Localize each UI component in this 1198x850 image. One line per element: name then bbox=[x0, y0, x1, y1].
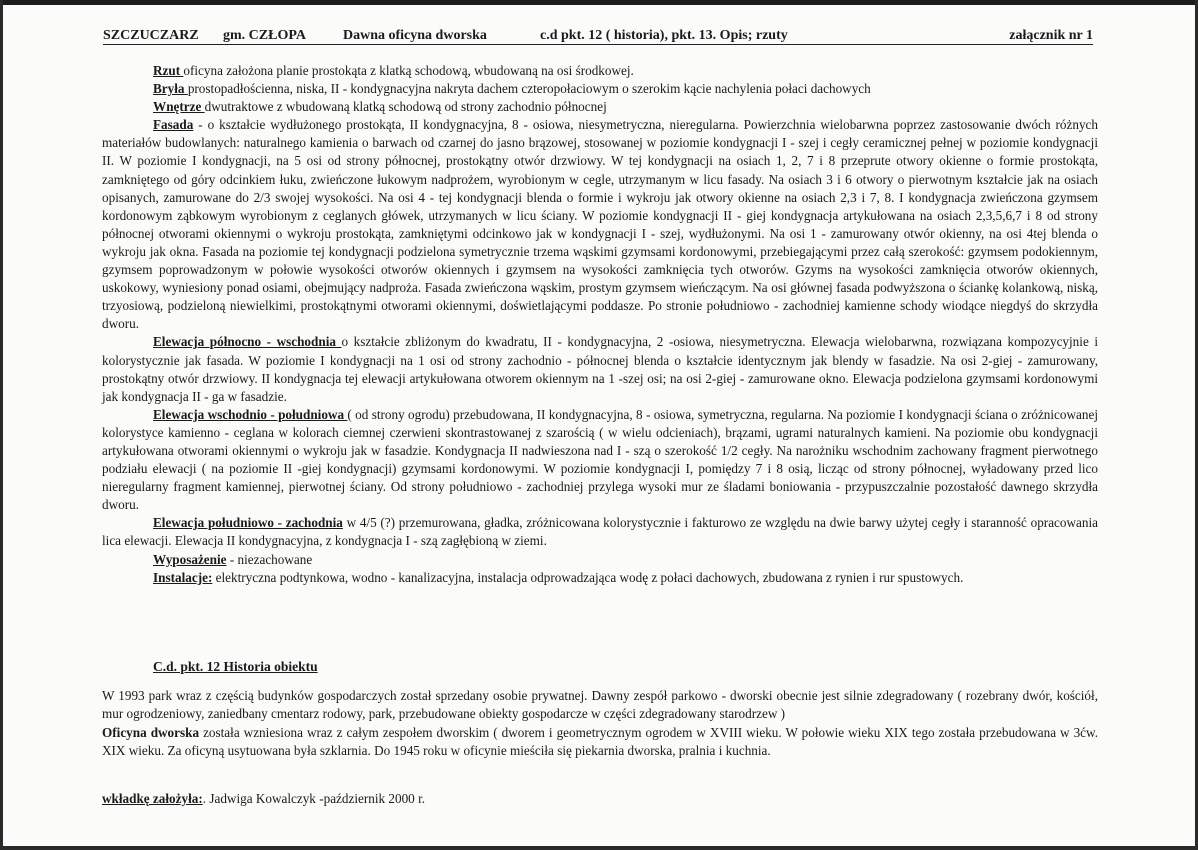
history-title: C.d. pkt. 12 Historia obiektu bbox=[153, 659, 318, 674]
scan-edge-top bbox=[0, 0, 1198, 5]
bryla-paragraph bbox=[102, 80, 1098, 98]
instalacje-paragraph bbox=[102, 569, 1098, 587]
wyposazenie-label: Wyposażenie bbox=[153, 551, 227, 567]
header-rule bbox=[103, 44, 1093, 45]
wnetrze-text: dwutraktowe z wbudowaną klatką schodową od strony zachodnio północnej bbox=[204, 99, 607, 115]
elewacja-pn-wsch-label: Elewacja północno - wschodnia bbox=[153, 334, 342, 350]
wyposazenie-text: - niezachowane bbox=[226, 551, 313, 567]
bryla-text: prostopadłościenna, niska, II - kondygnacyjna nakryta dachem czteropołaciowym o szerokim kącie nachylenia połaci dachowych bbox=[187, 81, 871, 97]
rzut-text: oficyna założona planie prostokąta z klatką schodową, wbudowaną na osi środkowej. bbox=[183, 63, 634, 78]
rzut-paragraph bbox=[102, 62, 1098, 80]
fasada-label: Fasada bbox=[153, 117, 194, 133]
document-footer bbox=[102, 791, 425, 807]
footer-label: wkładkę założyła: bbox=[102, 791, 203, 806]
rzut-label: Rzut bbox=[153, 63, 184, 78]
scan-edge-left bbox=[0, 0, 3, 850]
history-body bbox=[102, 687, 1098, 761]
elewacja-wsch-pd-paragraph bbox=[102, 406, 1098, 515]
elewacja-pd-zach-label: Elewacja południowo - zachodnia bbox=[153, 515, 343, 531]
scan-edge-bottom bbox=[0, 846, 1198, 850]
header-object: Dawna oficyna dworska bbox=[343, 28, 487, 43]
fasada-text: - o kształcie wydłużonego prostokąta, II kondygnacyjna, 8 - osiowa, niesymetryczna, nieregularna. Powierzchnia wielobarwna poprzez zastosowanie dwóch różnych materiałów budowlanych: naturalnego kamienia o barwach od czarnej do jasno brązowej, stosowanej w poziomie kondygnacji I - szej i cegły ceramicznej pełnej w poziomie kondygnacji II. W poziomie I kondygnacji, na 5 osi od strony północnej, prostokątny otwór drzwiowy. W tej kondygnacji na osiach 1, 2, 7 i 8 przeprute otwory okienne o formie prostokąta, zamkniętego od góry odcinkiem łuku, zwieńczone łukowym nadprożem, wyrobionym w cegle, utrzymanym w licu fasady. Na osiach 3 i 6 otwory o pierwotnym kształcie jak na osiach opisanych, zamurowane do 2/3 swojej wysokości. Na osi 4 - tej kondygnacji blenda o formie i wykroju jak otwory okienne na osiach 2,3 i 7, 8. I kondygnacja zwieńczona gzymsem kordonowym ząbkowym wyrobionym z ceglanych główek, utrzymanych w licu ściany. W poziomie kondygnacji II - giej kondygnacja artykułowana na osiach 2,3,5,6,7 i 8 od strony północnej otworami okiennymi o wykroju prostokąta, zamkniętymi odcinkowo jak w kondygnacji I - szej, wydłużonymi. Na osi 1 - zamurowany otwór okienny, na osi 4tej blenda o wykroju jak okna. Fasada na poziomie tej kondygnacji podzielona symetrycznie trzema wąskimi gzymsami kordonowymi, przebiegającymi przez całą szerokość: gzymsem podokiennym, gzymsem poprowadzonym w połowie wysokości otworów okiennych i gzymsem na wysokości zamknięcia tych otworów. Gzyms na wysokości zamknięcia otworów okiennych, uskokowy, wyniesiony ponad osiami, obejmujący nadproża. Fasada zwieńczona wąskim, prostym gzymsem wieńczącym. Na osi głównej fasada podwyższona o ściankę kolankową, niską, trzyosiową, podzieloną niewielkimi, prostokątnymi otworami okiennymi, doświetlającymi poddasze. Po stronie południowo - zachodniej kamienne schody wiodące niegdyś do skrzydła dworu. bbox=[102, 117, 1098, 332]
instalacje-text: elektryczna podtynkowa, wodno - kanalizacyjna, instalacja odprowadzająca wodę z połaci dachowych, zbudowana z rynien i rur spustowych. bbox=[212, 569, 964, 585]
oficyna-label: Oficyna dworska bbox=[102, 724, 200, 740]
instalacje-label: Instalacje: bbox=[153, 569, 213, 585]
elewacja-pn-wsch-paragraph bbox=[102, 333, 1098, 405]
header-place: SZCZUCZARZ bbox=[103, 28, 199, 43]
elewacja-wsch-pd-text: ( od strony ogrodu) przebudowana, II kondygnacyjna, 8 - osiowa, symetryczna, regularna. Na poziomie I kondygnacji ściana o zróżnicowanej kolorystyce kamienno - ceglana w kolorach ciemnej czerwieni skontrastowanej z szarością ( w wielu odcieniach), brązami, ugrami naturalnych kamieni. Na poziomie obu kondygnacji artykułowana otworami okiennymi o wykroju jak w fasadzie. Kondygnacja II nadwieszona nad I - szą o szerokość 1/2 cegły. Na narożniku wschodnim zachowany fragment pierwotnego podziału elewacji ( na poziomie II -giej kondygnacji) gzymsami kordonowymi. W poziomie kondygnacji I, pomiędzy 7 i 8 osią, licząc od strony północnej, wyładowany przed lico nieregularny fragment kamiennej, pierwotnej ściany. Od strony południowo - zachodniej przylega wysoki mur ze śladami boniowania - przypuszczalnie pozostałość dawnego skrzydła dworu. bbox=[102, 406, 1098, 513]
elewacja-pd-zach-paragraph bbox=[102, 514, 1098, 550]
wnetrze-paragraph bbox=[102, 98, 1098, 116]
history-paragraph-1: W 1993 park wraz z częścią budynków gospodarczych został sprzedany osobie prywatnej. Dawny zespół parkowo - dworski obecnie jest silnie zdegradowany ( rozebrany dwór, kościół, mur ogrodzeniowy, zaniedbany cmentarz rodowy, park, przebudowane obiekty gospodarcze w części zdegradowany starodrzew ) bbox=[102, 688, 1098, 722]
elewacja-pd-zach-text: w 4/5 (?) przemurowana, gładka, zróżnicowana kolorystycznie i fakturowo ze względu na dwie barwy użytej cegły i staranność opracowania lica elewacji. Elewacja II kondygnacyjna, z kondygnacja I - szą zagłębioną w ziemi. bbox=[102, 515, 1098, 549]
history-paragraph-2 bbox=[102, 724, 1098, 761]
wnetrze-label: Wnętrze bbox=[153, 99, 205, 115]
bryla-label: Bryła bbox=[153, 81, 188, 97]
header-commune: gm. CZŁOPA bbox=[223, 28, 306, 43]
oficyna-text: została wzniesiona wraz z całym zespołem dworskim ( dworem i geometrycznym ogrodem w XVIII wieku. W połowie wieku XIX tego została przebudowana w 3ćw. XIX wieku. Za oficyną usytuowana była szklarnia. Do 1945 roku w oficynie mieściła się piekarnia dworska, pralnia i kuchnia. bbox=[102, 724, 1098, 759]
elewacja-pn-wsch-text: o kształcie zbliżonym do kwadratu, II - kondygnacyjna, 2 -osiowa, niesymetryczna. Elewacja wielobarwna, rozwiązana kompozycyjnie i kolorystycznie jak fasada. W poziomie I kondygnacji na 1 osi od strony zachodnio - północnej blenda o kształcie identycznym jak blendy w fasadzie. Na osi 2-giej - zamurowany, prostokątny otwór drzwiowy. II kondygnacja tej elewacji artykułowana otworem okiennym na 1 -szej osi; na osi 2-giej - zamurowane okno. Elewacja podzielona gzymsami kordonowymi jak kondygnacja II - ga w fasadzie. bbox=[102, 334, 1098, 404]
footer-author: . Jadwiga Kowalczyk -październik 2000 r. bbox=[202, 791, 426, 806]
header-attachment: załącznik nr 1 bbox=[1009, 28, 1093, 43]
header-section: c.d pkt. 12 ( historia), pkt. 13. Opis; rzuty bbox=[540, 28, 788, 43]
fasada-paragraph bbox=[102, 116, 1098, 333]
elewacja-wsch-pd-label: Elewacja wschodnio - południowa bbox=[153, 406, 348, 422]
wyposazenie-paragraph bbox=[102, 551, 1098, 569]
description-body bbox=[102, 62, 1098, 587]
